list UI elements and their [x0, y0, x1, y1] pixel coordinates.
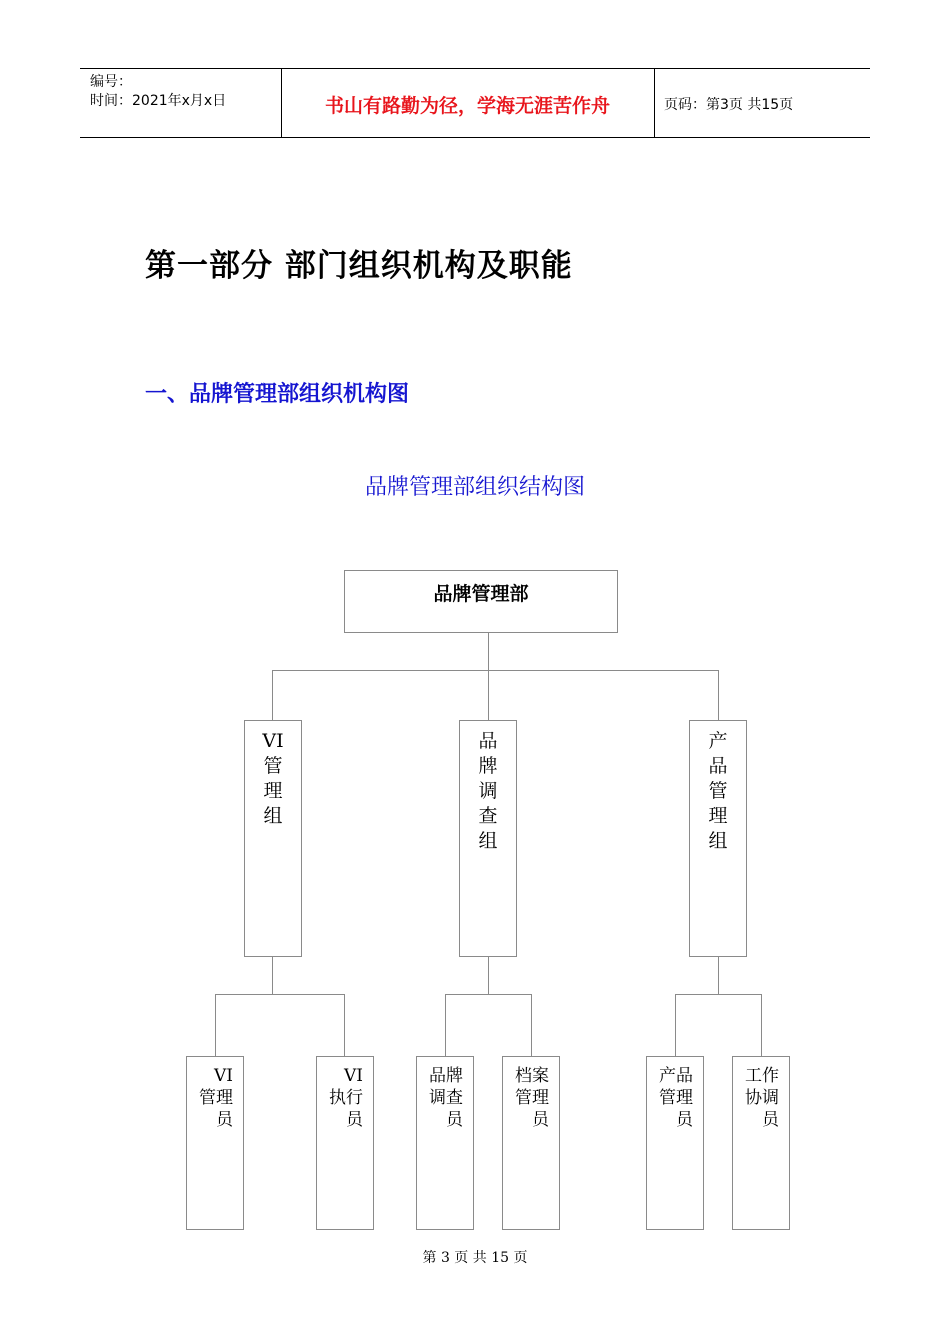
org-group-label: VI管理组: [262, 730, 284, 827]
org-member-label: VI执行员: [329, 1066, 363, 1130]
org-member-label: 工作协调员: [745, 1066, 779, 1130]
org-group-box-vi: [244, 720, 302, 957]
connector-line: [272, 670, 273, 720]
chart-title: 品牌管理部组织结构图: [364, 475, 585, 500]
org-root-label: 品牌管理部: [433, 583, 529, 605]
connector-line: [761, 994, 762, 1056]
header-page-info: 页码：第3页 共15页: [664, 97, 794, 113]
org-member-box: [502, 1056, 560, 1230]
header-divider: [654, 69, 655, 137]
connector-line: [675, 994, 676, 1056]
connector-line: [531, 994, 532, 1056]
page-header: [80, 68, 870, 138]
connector-line: [488, 670, 489, 720]
org-group-box-product: [689, 720, 747, 957]
org-member-box: [732, 1056, 790, 1230]
page-footer: 第 3 页 共 15 页: [422, 1250, 528, 1266]
org-member-box: [186, 1056, 244, 1230]
connector-line: [675, 994, 762, 995]
org-member-label: 品牌调查员: [429, 1066, 463, 1130]
org-group-label: 品牌调查组: [478, 730, 498, 852]
org-member-label: 档案管理员: [515, 1066, 549, 1130]
connector-line: [344, 994, 345, 1056]
header-time: 时间：2021年x月x日: [90, 93, 227, 109]
connector-line: [718, 957, 719, 994]
connector-line: [488, 957, 489, 994]
org-member-box: [416, 1056, 474, 1230]
org-member-label: 产品管理员: [659, 1066, 693, 1130]
connector-line: [215, 994, 216, 1056]
connector-line: [445, 994, 446, 1056]
header-meta: [90, 73, 226, 111]
page-title: 第一部分 部门组织机构及职能: [145, 248, 573, 284]
connector-line: [488, 633, 489, 670]
org-member-box: [316, 1056, 374, 1230]
connector-line: [272, 670, 719, 671]
org-member-box: [646, 1056, 704, 1230]
org-group-box-brand-research: [459, 720, 517, 957]
header-number: 编号：: [90, 74, 132, 90]
section-heading: 一、品牌管理部组织机构图: [145, 382, 410, 407]
connector-line: [272, 957, 273, 994]
connector-line: [718, 670, 719, 720]
connector-line: [445, 994, 532, 995]
org-member-label: VI管理员: [199, 1066, 233, 1130]
connector-line: [215, 994, 345, 995]
org-root-box: [344, 570, 618, 633]
header-motto: 书山有路勤为径，学海无涯苦作舟: [324, 95, 610, 117]
org-group-label: 产品管理组: [708, 730, 728, 852]
